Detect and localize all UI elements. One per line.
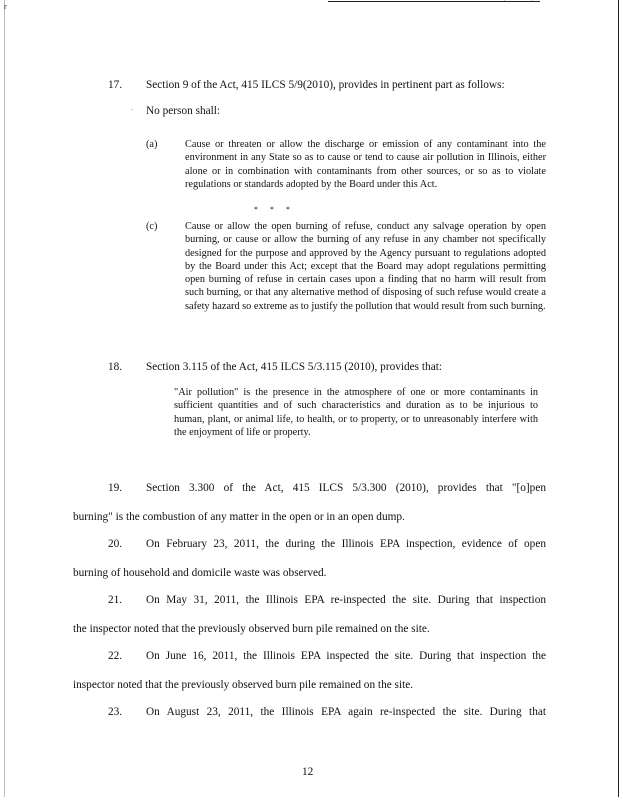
p19-number: 19.: [108, 482, 123, 494]
header-tick: ': [532, 0, 534, 6]
page-number: 12: [302, 766, 314, 778]
p17-c-label: (c): [146, 221, 158, 232]
bullet-mark: ·: [131, 106, 134, 114]
p20-line: On February 23, 2011, the during the Illinois EPA inspection, evidence of open: [146, 538, 546, 550]
p18-number: 18.: [108, 361, 123, 373]
p21-line: On May 31, 2011, the Illinois EPA re-inspected the site. During that inspection: [146, 594, 546, 606]
p17-c-text: Cause or allow the open burning of refuse, conduct any salvage operation by open burning, or cause or allow the burning of any refuse in any chamber not specifically designed for the purpose and approved by the Agency pursuant to regulations adopted by the Board under this Act; except that the Board may adopt regulations permitting open burning of refuse in certain cases upon a finding that no harm will result from such burning, or that any alternative method of disposing of such refuse would create a safety hazard so extreme as to justify the pollution that would result from such burning.: [185, 221, 546, 312]
p18-quote: "Air pollution" is the presence in the atmosphere of one or more contaminants in sufficient quantities and of such characteristics and duration as to be injurious to human, plant, or animal life, to health, or to property, or to unreasonably interfere with the enjoyment of life or property.: [174, 387, 538, 438]
p17-a-text: Cause or threaten or allow the discharge or emission of any contaminant into the environment in any State so as to cause or tend to cause air pollution in Illinois, either alone or in combination with contaminants from other sources, or so as to violate regulations or standards adopted by the Board under this Act.: [185, 139, 546, 190]
p17-text: Section 9 of the Act, 415 ILCS 5/9(2010), provides in pertinent part as follows:: [146, 79, 505, 91]
p17-intro: No person shall:: [146, 105, 221, 117]
p23-line: On August 23, 2011, the Illinois EPA again re-inspected the site. During that: [146, 706, 546, 718]
p19-line: burning" is the combustion of any matter in the open or in an open dump.: [73, 511, 405, 523]
header-tick: ': [504, 0, 506, 6]
p18-text: Section 3.115 of the Act, 415 ILCS 5/3.115 (2010), provides that:: [146, 361, 442, 373]
p21-line: the inspector noted that the previously observed burn pile remained on the site.: [73, 623, 430, 635]
ellipsis-stars: * * *: [254, 205, 295, 214]
header-left-mark: r: [4, 2, 7, 11]
header-rule: [328, 0, 540, 6]
p19-line: Section 3.300 of the Act, 415 ILCS 5/3.300 (2010), provides that "[o]pen: [146, 482, 546, 494]
p23-number: 23.: [108, 706, 123, 718]
p22-line: On June 16, 2011, the Illinois EPA inspected the site. During that inspection the: [146, 650, 546, 662]
p17-number: 17.: [108, 79, 123, 91]
p22-number: 22.: [108, 650, 123, 662]
p17-a-label: (a): [146, 139, 158, 150]
p20-number: 20.: [108, 538, 123, 550]
p20-line: burning of household and domicile waste was observed.: [73, 567, 327, 579]
p21-number: 21.: [108, 594, 123, 606]
p22-line: inspector noted that the previously observed burn pile remained on the site.: [73, 679, 414, 691]
